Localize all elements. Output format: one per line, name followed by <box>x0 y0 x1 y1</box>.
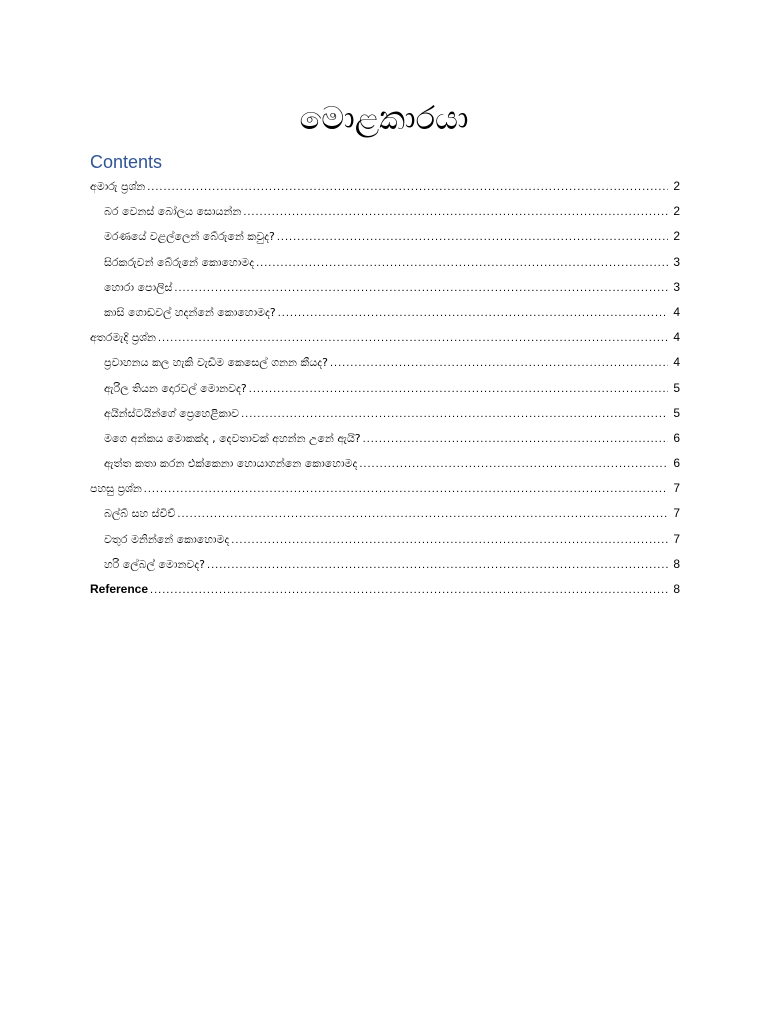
toc-entry[interactable] <box>90 350 680 375</box>
toc-entry-text: හොරා පොලිස් <box>104 280 173 294</box>
dot-leader <box>207 553 668 578</box>
toc-entry-page: 7 <box>673 506 680 521</box>
toc-entry-text: ඇත්ත කතා කරන එක්කෙනා හොයාගන්නෙ කොහොමද <box>104 457 358 471</box>
dot-leader <box>177 502 668 527</box>
dot-leader <box>147 175 668 200</box>
toc-entry[interactable] <box>90 552 680 577</box>
toc-entry-page: 2 <box>673 229 680 244</box>
dot-leader <box>256 251 668 276</box>
toc-entry-page: 5 <box>673 405 680 420</box>
toc-entry-text: පහසු ප්‍රශ්න <box>90 482 142 496</box>
toc-entry[interactable] <box>90 476 680 501</box>
dot-leader <box>174 276 668 301</box>
dot-leader <box>277 225 668 250</box>
toc-entry[interactable] <box>90 275 680 300</box>
dot-leader <box>278 301 668 326</box>
toc-entry[interactable] <box>90 451 680 476</box>
toc-entry[interactable] <box>90 300 680 325</box>
table-of-contents <box>90 174 680 602</box>
dot-leader <box>330 351 668 376</box>
toc-entry-text: අමාරු ප්‍රශ්න <box>90 180 146 193</box>
toc-entry-page: 5 <box>673 380 680 395</box>
toc-entry-page: 4 <box>673 304 680 319</box>
dot-leader <box>144 477 668 502</box>
dot-leader <box>241 402 668 427</box>
toc-entry[interactable] <box>90 426 680 451</box>
toc-entry[interactable] <box>90 527 680 552</box>
toc-entry[interactable] <box>90 401 680 426</box>
toc-entry[interactable] <box>90 224 680 249</box>
toc-entry-text: බල්බ් සහ ස්විච් <box>104 507 176 521</box>
toc-entry-page: 2 <box>673 179 680 193</box>
dot-leader <box>363 427 668 452</box>
toc-entry-page: 6 <box>673 430 680 445</box>
toc-entry-page: 7 <box>673 481 680 496</box>
toc-entry-text: මගෙ අන්කය මොකක්ද , දෙවතාවක් අහන්න උනේ ඇයි? <box>104 431 361 445</box>
toc-entry[interactable] <box>90 174 680 199</box>
dot-leader <box>249 377 668 402</box>
dot-leader <box>243 200 668 225</box>
toc-entry-page: 3 <box>673 279 680 294</box>
toc-entry-text: අතරමැදි ප්‍රශ්න <box>90 331 156 345</box>
toc-entry-text: ඇරිල තියන දොරවල් මොනවද? <box>104 381 247 395</box>
dot-leader <box>150 578 668 603</box>
toc-entry[interactable] <box>90 376 680 401</box>
toc-entry[interactable] <box>90 325 680 350</box>
toc-entry-text: හරි ලේබල් මොනවද? <box>104 557 206 571</box>
toc-entry-page: 8 <box>673 582 680 596</box>
toc-entry-text: මරණයේ වළල්ලෙන් බේරුනේ කවුද? <box>104 230 275 244</box>
toc-entry-page: 2 <box>673 204 680 219</box>
toc-entry-page: 4 <box>673 330 680 345</box>
toc-entry-text: අයින්ස්ටයින්ගේ ප්‍රෙහෙළිකාව <box>104 406 240 420</box>
toc-entry-text: වතුර මනින්නේ කොහොමද <box>104 532 230 546</box>
toc-heading: Contents <box>90 152 163 172</box>
toc-entry[interactable] <box>90 199 680 224</box>
toc-entry-text: කාසි ගොඩවල් හදන්නේ කොහොමද? <box>104 305 276 319</box>
toc-entry-page: 4 <box>673 355 680 370</box>
toc-entry-text: සිරකරුවන් බේරුනේ කොහොමද <box>104 255 255 269</box>
toc-entry-text: බර වෙනස් බෝලය සොයන්න <box>104 205 242 219</box>
toc-entry-page: 6 <box>673 456 680 471</box>
document-title: මොළකාරයා <box>299 99 469 137</box>
toc-entry-page: 7 <box>673 531 680 546</box>
dot-leader <box>359 452 668 477</box>
dot-leader <box>231 528 668 553</box>
toc-entry[interactable] <box>90 577 680 602</box>
toc-entry[interactable] <box>90 501 680 526</box>
toc-entry-page: 3 <box>673 254 680 269</box>
dot-leader <box>158 326 668 351</box>
toc-entry-text: Reference <box>90 582 149 596</box>
toc-entry[interactable] <box>90 250 680 275</box>
toc-entry-text: ප්‍රවාහනය කල හැකි වැඩිම කෙසෙල් ගනන කීයද? <box>104 356 328 370</box>
toc-entry-page: 8 <box>673 556 680 571</box>
